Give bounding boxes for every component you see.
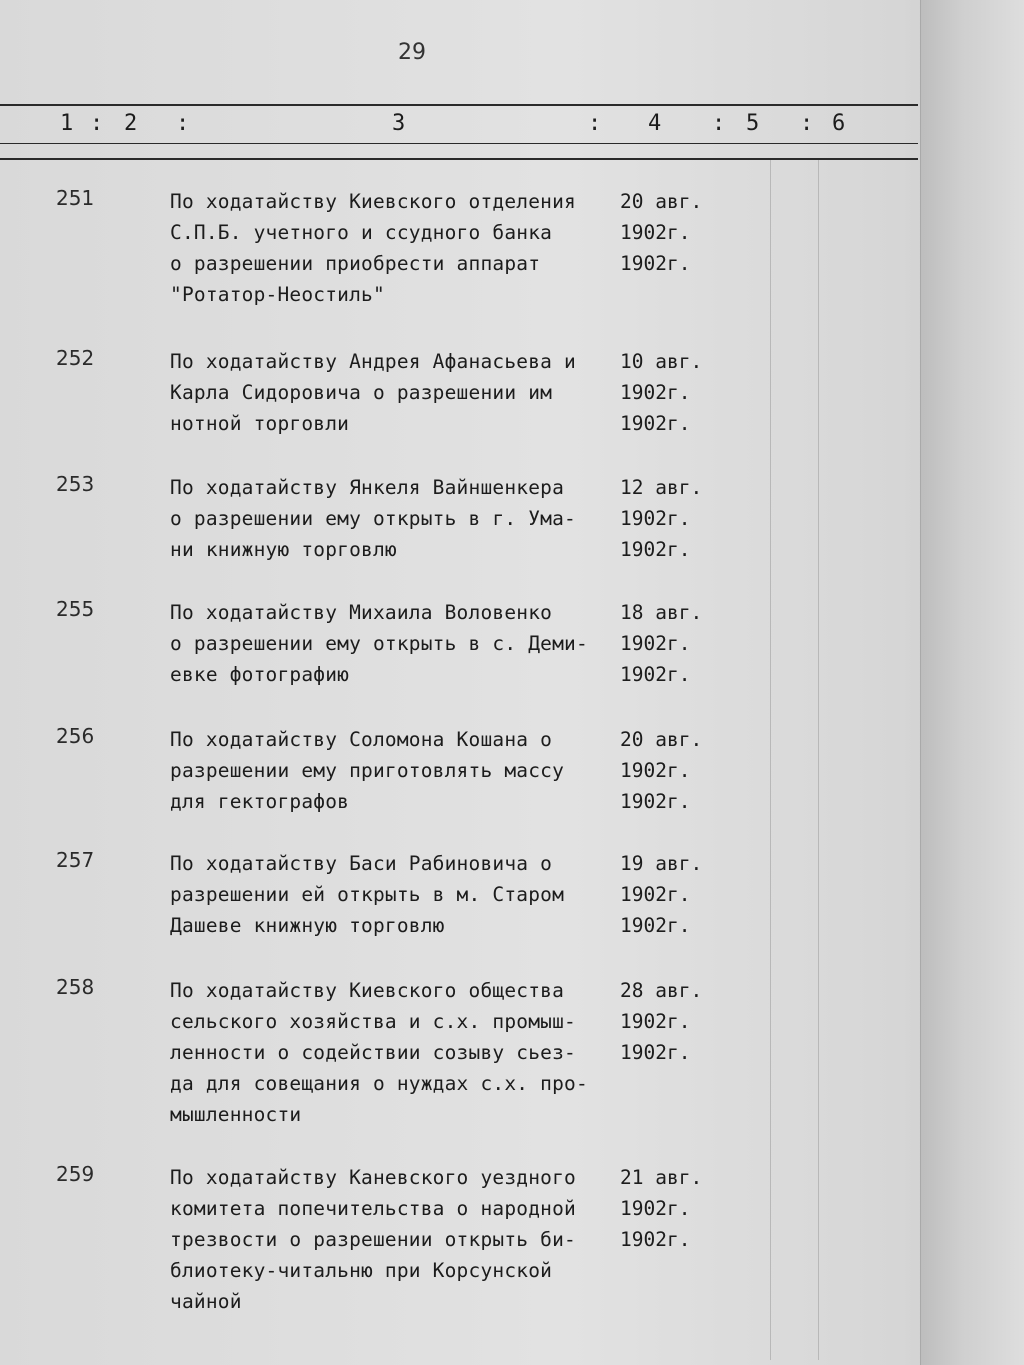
page-number: 29	[398, 40, 426, 65]
entry-date: 10 авг.	[620, 350, 703, 373]
entry-description: По ходатайству Каневского уездного комитета попечительства о народной трезвости о разрешении открыть би- блиотеку-читальню при Корсунской чайной	[170, 1166, 576, 1313]
entry-number: 256	[56, 724, 95, 748]
entry-dates	[620, 724, 730, 817]
entry-date: 1902г.	[620, 883, 691, 906]
column-separator: :	[588, 111, 602, 136]
column-separator: :	[800, 111, 814, 136]
entry-dates	[620, 597, 730, 690]
entry-description: По ходатайству Янкеля Вайншенкера о разрешении ему открыть в г. Ума- ни книжную торговлю	[170, 476, 576, 561]
entry-description: По ходатайству Киевского отделения С.П.Б. учетного и ссудного банка о разрешении приобрести аппарат "Ротатор-Неостиль"	[170, 190, 576, 306]
entry-date: 20 авг.	[620, 728, 703, 751]
entry-dates	[620, 848, 730, 941]
entry-number: 251	[56, 186, 95, 210]
column-header-5: 5	[746, 111, 760, 136]
entry-date: 1902г.	[620, 1228, 691, 1251]
entry-date: 1902г.	[620, 759, 691, 782]
entry-date: 20 авг.	[620, 190, 703, 213]
entry-date: 1902г.	[620, 221, 691, 244]
underlying-page-edge	[920, 0, 1024, 1365]
entry-dates	[620, 1162, 730, 1255]
column-separator: :	[90, 111, 104, 136]
entry-date: 1902г.	[620, 1197, 691, 1220]
column-header-2: 2	[124, 111, 138, 136]
column-divider-faint	[818, 160, 819, 1360]
entry-number: 252	[56, 346, 95, 370]
entry-date: 1902г.	[620, 412, 691, 435]
entry-date: 28 авг.	[620, 979, 703, 1002]
entry-description: По ходатайству Баси Рабиновича о разрешении ей открыть в м. Старом Дашеве книжную торговлю	[170, 852, 565, 937]
entry-date: 19 авг.	[620, 852, 703, 875]
entry-date: 1902г.	[620, 538, 691, 561]
entry-dates	[620, 186, 730, 279]
column-header-4: 4	[648, 111, 662, 136]
entry-dates	[620, 346, 730, 439]
entry-description: По ходатайству Михаила Воловенко о разрешении ему открыть в с. Деми- евке фотографию	[170, 601, 588, 686]
entry-date: 18 авг.	[620, 601, 703, 624]
entry-date: 1902г.	[620, 507, 691, 530]
entry-dates	[620, 975, 730, 1068]
entry-date: 1902г.	[620, 790, 691, 813]
column-divider-faint	[770, 160, 771, 1360]
entry-number: 257	[56, 848, 95, 872]
column-separator: :	[176, 111, 190, 136]
column-header-3: 3	[392, 111, 406, 136]
entry-description: По ходатайству Соломона Кошана о разрешении ему приготовлять массу для гектографов	[170, 728, 565, 813]
entry-date: 12 авг.	[620, 476, 703, 499]
entry-description: По ходатайству Киевского общества сельского хозяйства и с.х. промыш- ленности о содействии созыву сьез- да для совещания о нуждах с.х. про- мышленности	[170, 979, 588, 1126]
column-separator: :	[712, 111, 726, 136]
entry-date: 1902г.	[620, 914, 691, 937]
entry-number: 258	[56, 975, 95, 999]
header-bottom-rule	[0, 158, 918, 160]
entry-date: 1902г.	[620, 1041, 691, 1064]
entry-date: 1902г.	[620, 663, 691, 686]
entry-dates	[620, 472, 730, 565]
entry-number: 255	[56, 597, 95, 621]
header-top-rule	[0, 104, 918, 106]
entry-date: 1902г.	[620, 252, 691, 275]
entry-date: 1902г.	[620, 1010, 691, 1033]
entry-number: 253	[56, 472, 95, 496]
entry-date: 1902г.	[620, 632, 691, 655]
column-header-1: 1	[60, 111, 74, 136]
entry-date: 1902г.	[620, 381, 691, 404]
column-header-6: 6	[832, 111, 846, 136]
entry-number: 259	[56, 1162, 95, 1186]
header-mid-rule	[0, 143, 918, 144]
column-header-row	[0, 111, 918, 143]
entry-date: 21 авг.	[620, 1166, 703, 1189]
entry-description: По ходатайству Андрея Афанасьева и Карла Сидоровича о разрешении им нотной торговли	[170, 350, 576, 435]
